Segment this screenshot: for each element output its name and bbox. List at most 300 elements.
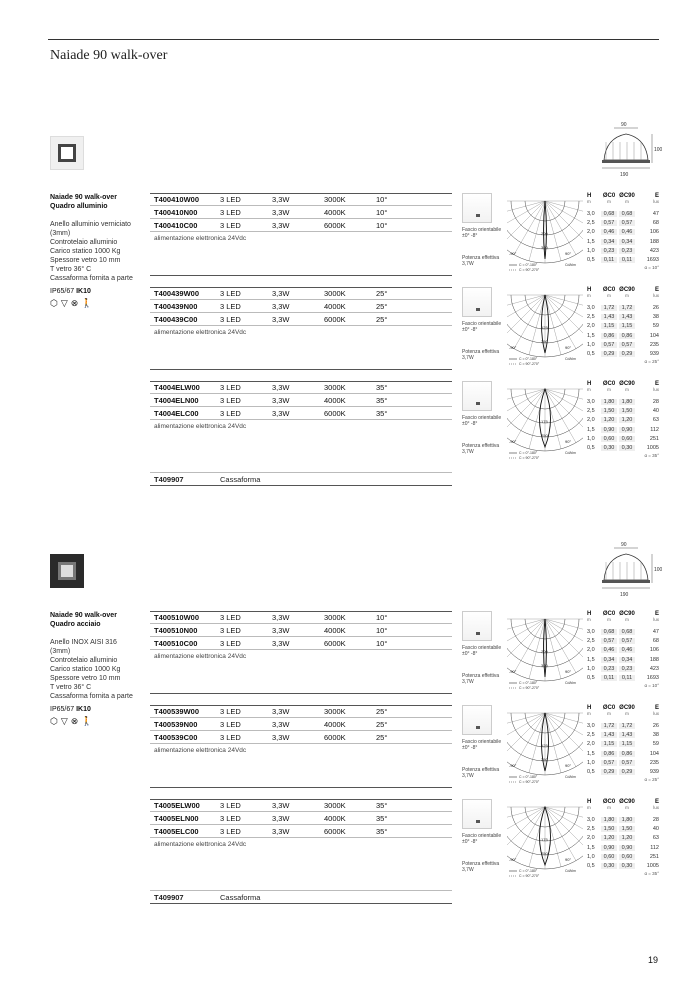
illuminance: 26: [652, 722, 659, 729]
diameter-c0: 0,29: [601, 351, 617, 357]
color-temp: 4000K: [324, 395, 346, 405]
product-subtitle: Quadro acciaio: [50, 621, 101, 628]
height: 2,0: [587, 417, 595, 424]
beam-angle: 35°: [376, 395, 388, 405]
table-row: [150, 611, 452, 624]
page-title: Naiade 90 walk-over: [50, 48, 168, 63]
unit-cell: lux: [653, 199, 659, 204]
diameter-c90: 0,34: [619, 239, 635, 245]
polar-diagram: [507, 377, 583, 459]
polar-ring-label: 125: [541, 325, 548, 330]
power: 3,3W: [272, 719, 290, 729]
color-temp: 4000K: [324, 813, 346, 823]
illuminance: 38: [652, 313, 659, 320]
legend-c0: C = 0°-180°: [519, 263, 538, 267]
product-name: Naiade 90 walk-over: [50, 194, 117, 201]
diameter-c90: 1,80: [619, 399, 635, 405]
diameter-c0: 1,43: [601, 732, 617, 738]
height: 0,5: [587, 257, 595, 264]
photometric-table: [587, 799, 659, 876]
product-code: T409907: [154, 892, 184, 902]
unit-cell: m: [607, 805, 611, 810]
header-cell: ØC0: [602, 611, 616, 617]
beam-angle-note: α = 10°: [644, 682, 659, 688]
product-code: T400510N00: [154, 625, 198, 635]
dim-label-bottom: 190: [620, 172, 629, 178]
polar-diagram: [507, 283, 583, 365]
photometric-row: [587, 824, 659, 833]
desc-line: Cassaforma fornita a parte: [50, 275, 133, 282]
diameter-c0: 0,57: [601, 220, 617, 226]
header-cell: ØC0: [602, 705, 616, 711]
illuminance: 1693: [646, 257, 659, 264]
illuminance: 68: [652, 637, 659, 644]
unit-cell: lux: [653, 805, 659, 810]
header-cell: ØC0: [602, 287, 616, 293]
fascio-note: Fascio orientabile ±0° -8°: [462, 645, 502, 657]
diameter-c90: 0,57: [619, 760, 635, 766]
legend-c90: C = 90°-270°: [519, 780, 540, 783]
photometric-row: [587, 636, 659, 645]
product-description: [50, 611, 150, 701]
diameter-c90: 1,43: [619, 314, 635, 320]
illuminance: 106: [649, 229, 659, 236]
polar-ring-label: 250: [541, 757, 548, 762]
product-code: T4004ELW00: [154, 383, 200, 392]
unit-cell: m: [625, 617, 629, 622]
unit-cell: m: [607, 617, 611, 622]
diameter-c90: 0,30: [619, 863, 635, 869]
polar-left-label: -90°: [509, 345, 517, 350]
unit-cell: m: [587, 711, 591, 716]
photometric-table: [587, 611, 659, 688]
power: 3,3W: [272, 707, 290, 716]
beam-angle: 25°: [376, 301, 388, 311]
polar-spoke: [545, 201, 583, 217]
header-cell: ØC90: [619, 381, 635, 387]
height: 2,5: [587, 637, 595, 644]
cassaforma-row: [150, 890, 452, 904]
photometric-units: [587, 617, 659, 622]
unit-cell: lux: [653, 711, 659, 716]
product-code: T400510C00: [154, 638, 198, 648]
beam-angle: 10°: [376, 195, 388, 204]
power: 3,3W: [272, 613, 290, 622]
diameter-c0: 0,90: [601, 845, 617, 851]
diameter-c90: 1,72: [619, 723, 635, 729]
diameter-c0: 0,57: [601, 638, 617, 644]
ik-label: IK10: [76, 288, 91, 295]
beam-photo: [462, 799, 492, 829]
walk-over-icon: 🚶: [81, 716, 93, 726]
photometric-row: [587, 312, 659, 321]
diameter-c0: 1,72: [601, 305, 617, 311]
product-square-icon: [58, 144, 76, 162]
illuminance: 68: [652, 219, 659, 226]
photometric-row: [587, 340, 659, 349]
color-temp: 3000K: [324, 613, 346, 622]
product-table: [150, 381, 452, 435]
unit-cell: m: [587, 617, 591, 622]
diameter-c0: 0,86: [601, 751, 617, 757]
product-code: T400410N00: [154, 207, 198, 217]
desc-line: (3mm): [50, 648, 71, 655]
beam-angle: 10°: [376, 613, 388, 622]
product-subtitle: Quadro alluminio: [50, 203, 108, 210]
photometric-row: [587, 209, 659, 218]
diameter-c90: 0,57: [619, 220, 635, 226]
product-description: [50, 193, 150, 283]
diameter-c90: 0,90: [619, 427, 635, 433]
height: 0,5: [587, 675, 595, 682]
table-row: [150, 381, 452, 394]
power: 3,3W: [272, 826, 290, 836]
led-count: 3 LED: [220, 638, 241, 648]
illuminance: 423: [649, 247, 659, 254]
photometric-row: [587, 834, 659, 843]
polar-spoke: [507, 201, 545, 217]
photometric-row: [587, 434, 659, 443]
power: 3,3W: [272, 813, 290, 823]
height: 2,5: [587, 407, 595, 414]
led-count: 3 LED: [220, 826, 241, 836]
height: 1,0: [587, 665, 595, 672]
beam-angle: 35°: [376, 826, 388, 836]
header-cell: H: [587, 799, 592, 805]
desc-line: Anello INOX AISI 316: [50, 639, 117, 646]
beam-angle: 10°: [376, 638, 388, 648]
power: 3,3W: [272, 195, 290, 204]
header-cell: H: [587, 611, 592, 617]
diameter-c90: 0,34: [619, 657, 635, 663]
photometric-row: [587, 758, 659, 767]
polar-spoke: [545, 713, 583, 744]
diameter-c90: 0,57: [619, 638, 635, 644]
beam-angle: 25°: [376, 707, 388, 716]
ip-label: IP65/67: [50, 706, 77, 713]
photometric-row: [587, 646, 659, 655]
ip-rating: [50, 706, 91, 713]
legend-c90: C = 90°-270°: [519, 456, 540, 459]
diameter-c0: 0,68: [601, 629, 617, 635]
photometric-units: [587, 293, 659, 298]
fascio-note: Fascio orientabile ±0° -8°: [462, 415, 502, 427]
power: 3,3W: [272, 207, 290, 217]
table-row: [150, 394, 452, 407]
photometric-row: [587, 673, 659, 682]
diameter-c0: 0,29: [601, 769, 617, 775]
desc-line: Carico statico 1000 Kg: [50, 666, 121, 673]
height: 2,0: [587, 647, 595, 654]
photometric-row: [587, 228, 659, 237]
polar-ring-label: 200: [541, 231, 548, 236]
photometric-row: [587, 740, 659, 749]
polar-left-label: -90°: [509, 251, 517, 256]
photometric-row: [587, 730, 659, 739]
product-code: T4005ELN00: [154, 813, 199, 823]
fascio-note: Fascio orientabile ±0° -8°: [462, 321, 502, 333]
photometric-row: [587, 349, 659, 358]
illuminance: 38: [652, 731, 659, 738]
diameter-c90: 1,43: [619, 732, 635, 738]
height: 0,5: [587, 445, 595, 452]
beam-angle-note: α = 25°: [644, 358, 659, 364]
height: 0,5: [587, 351, 595, 358]
header-cell: E: [654, 799, 659, 805]
height: 1,0: [587, 341, 595, 348]
diameter-c90: 0,23: [619, 248, 635, 254]
height: 1,5: [587, 844, 595, 851]
dim-label-top: 90: [621, 542, 627, 548]
diameter-c90: 0,11: [619, 257, 635, 263]
dim-label-bottom: 190: [620, 592, 629, 598]
illuminance: 63: [652, 417, 659, 424]
polar-spoke: [507, 713, 545, 729]
diameter-c90: 0,60: [619, 854, 635, 860]
height: 2,0: [587, 229, 595, 236]
beam-angle: 10°: [376, 220, 388, 230]
polar-ring-label: 250: [541, 339, 548, 344]
led-count: 3 LED: [220, 719, 241, 729]
photometric-row: [587, 416, 659, 425]
diameter-c90: 0,11: [619, 675, 635, 681]
led-count: 3 LED: [220, 220, 241, 230]
led-count: 3 LED: [220, 408, 241, 418]
header-cell: ØC90: [619, 705, 635, 711]
illuminance: 251: [649, 853, 659, 860]
color-temp: 6000K: [324, 732, 346, 742]
diameter-c90: 0,57: [619, 342, 635, 348]
product-description: Cassaforma: [220, 474, 261, 484]
polar-spoke: [507, 201, 545, 232]
polar-diagram: [507, 607, 583, 689]
diameter-c90: 1,20: [619, 835, 635, 841]
product-code: T400439C00: [154, 314, 198, 324]
diameter-c0: 1,80: [601, 399, 617, 405]
product-square-icon: [58, 562, 76, 580]
photometric-row: [587, 218, 659, 227]
height: 3,0: [587, 210, 595, 217]
supply-note: alimentazione elettronica 24Vdc: [154, 329, 247, 336]
diameter-c90: 0,46: [619, 647, 635, 653]
photometric-row: [587, 852, 659, 861]
triangle-icon: ▽: [60, 716, 68, 726]
group-separator: [150, 693, 452, 694]
polar-unit: Cd/klm: [565, 357, 576, 361]
polar-left-label: -90°: [509, 857, 517, 862]
header-cell: ØC0: [602, 799, 616, 805]
height: 3,0: [587, 816, 595, 823]
diameter-c0: 1,72: [601, 723, 617, 729]
power: 3,3W: [272, 289, 290, 298]
photometric-row: [587, 749, 659, 758]
photometric-row: [587, 425, 659, 434]
led-count: 3 LED: [220, 395, 241, 405]
unit-cell: m: [625, 805, 629, 810]
product-table: [150, 611, 452, 665]
color-temp: 6000K: [324, 826, 346, 836]
polar-right-label: 90°: [565, 439, 572, 444]
legend-c0: C = 0°-180°: [519, 681, 538, 685]
desc-spacer: [50, 211, 150, 220]
unit-cell: m: [625, 711, 629, 716]
potenza-note: Potenza effettiva 3,7W: [462, 767, 500, 779]
unit-cell: m: [607, 711, 611, 716]
desc-line: T vetro 36° C: [50, 684, 92, 691]
polar-ring-label: 175: [541, 837, 548, 842]
unit-cell: m: [607, 199, 611, 204]
polar-right-label: 90°: [565, 345, 572, 350]
fascio-note: Fascio orientabile ±0° -8°: [462, 833, 502, 845]
product-thumbnail: [50, 554, 84, 588]
dim-label-side: 100: [654, 147, 662, 153]
table-row: [150, 624, 452, 637]
desc-line: Cassaforma fornita a parte: [50, 693, 133, 700]
height: 1,0: [587, 247, 595, 254]
photometric-units: [587, 711, 659, 716]
illuminance: 251: [649, 435, 659, 442]
triangle-icon: ▽: [60, 298, 68, 308]
polar-diagram: [507, 189, 583, 271]
group-separator: [150, 275, 452, 276]
polar-right-label: 90°: [565, 251, 572, 256]
product-code: T400510W00: [154, 613, 200, 622]
polar-spoke: [545, 389, 583, 405]
illuminance: 28: [652, 816, 659, 823]
color-temp: 6000K: [324, 408, 346, 418]
polar-ring-label: 300: [541, 245, 548, 250]
lamp-flange: [602, 160, 650, 163]
product-thumbnail: [50, 136, 84, 170]
illuminance: 28: [652, 398, 659, 405]
diameter-c90: 0,46: [619, 229, 635, 235]
power: 3,3W: [272, 301, 290, 311]
photometric-row: [587, 237, 659, 246]
photometric-row: [587, 246, 659, 255]
product-code: T4005ELC00: [154, 826, 199, 836]
color-temp: 6000K: [324, 220, 346, 230]
desc-line: Controtelaio alluminio: [50, 657, 118, 664]
potenza-note: Potenza effettiva 3,7W: [462, 255, 500, 267]
polar-diagram: [507, 701, 583, 783]
class-icon: ⬡: [50, 716, 58, 726]
height: 1,0: [587, 435, 595, 442]
polar-spoke: [545, 201, 583, 232]
photometric-row: [587, 664, 659, 673]
diameter-c90: 0,29: [619, 769, 635, 775]
unit-cell: m: [625, 199, 629, 204]
diameter-c90: 0,23: [619, 666, 635, 672]
beam-angle: 35°: [376, 408, 388, 418]
product-code: T4005ELW00: [154, 801, 200, 810]
polar-spoke: [545, 807, 583, 823]
led-count: 3 LED: [220, 613, 241, 622]
header-cell: E: [654, 193, 659, 199]
header-cell: ØC90: [619, 799, 635, 805]
diameter-c0: 0,68: [601, 211, 617, 217]
color-temp: 3000K: [324, 195, 346, 204]
unit-cell: m: [587, 387, 591, 392]
diameter-c90: 1,80: [619, 817, 635, 823]
product-code: T400439N00: [154, 301, 198, 311]
dimension-drawing: [592, 540, 662, 600]
illuminance: 188: [649, 238, 659, 245]
photometric-row: [587, 655, 659, 664]
illuminance: 939: [649, 769, 659, 776]
beam-angle: 25°: [376, 314, 388, 324]
beam-photo: [462, 611, 492, 641]
beam-photo: [462, 287, 492, 317]
legend-c90: C = 90°-270°: [519, 362, 540, 365]
diameter-c0: 1,50: [601, 408, 617, 414]
dim-label-side: 100: [654, 567, 662, 573]
power: 3,3W: [272, 314, 290, 324]
legend-c90: C = 90°-270°: [519, 874, 540, 877]
polar-spoke: [545, 619, 583, 635]
supply-note: alimentazione elettronica 24Vdc: [154, 747, 247, 754]
diameter-c90: 1,15: [619, 741, 635, 747]
supply-note: alimentazione elettronica 24Vdc: [154, 653, 247, 660]
legend-c0: C = 0°-180°: [519, 869, 538, 873]
desc-line: Spessore vetro 10 mm: [50, 675, 121, 682]
diameter-c0: 0,60: [601, 436, 617, 442]
illuminance: 26: [652, 304, 659, 311]
diameter-c90: 0,68: [619, 629, 635, 635]
polar-ring-label: 250: [541, 433, 548, 438]
desc-line: Carico statico 1000 Kg: [50, 248, 121, 255]
potenza-note: Potenza effettiva 3,7W: [462, 443, 500, 455]
beam-angle: 35°: [376, 801, 388, 810]
beam-angle: 25°: [376, 719, 388, 729]
potenza-note: Potenza effettiva 3,7W: [462, 861, 500, 873]
power: 3,3W: [272, 732, 290, 742]
led-count: 3 LED: [220, 383, 241, 392]
photometric-table: [587, 287, 659, 364]
product-name: Naiade 90 walk-over: [50, 612, 117, 619]
diameter-c0: 0,60: [601, 854, 617, 860]
illuminance: 40: [652, 407, 659, 414]
unit-cell: m: [587, 199, 591, 204]
color-temp: 3000K: [324, 383, 346, 392]
power: 3,3W: [272, 383, 290, 392]
diameter-c0: 0,46: [601, 229, 617, 235]
desc-spacer: [50, 629, 150, 638]
illuminance: 40: [652, 825, 659, 832]
photometric-row: [587, 627, 659, 636]
led-count: 3 LED: [220, 625, 241, 635]
diameter-c0: 0,23: [601, 248, 617, 254]
power: 3,3W: [272, 625, 290, 635]
height: 2,0: [587, 323, 595, 330]
table-row: [150, 206, 452, 219]
diameter-c0: 0,46: [601, 647, 617, 653]
fascio-note: Fascio orientabile ±0° -8°: [462, 739, 502, 751]
beam-angle-note: α = 25°: [644, 776, 659, 782]
photometric-table: [587, 705, 659, 782]
photometric-row: [587, 331, 659, 340]
photometric-row: [587, 815, 659, 824]
diameter-c0: 0,90: [601, 427, 617, 433]
photometric-row: [587, 322, 659, 331]
photometric-row: [587, 861, 659, 870]
height: 1,5: [587, 238, 595, 245]
color-temp: 4000K: [324, 719, 346, 729]
ip-label: IP65/67: [50, 288, 77, 295]
unit-cell: m: [607, 293, 611, 298]
header-cell: E: [654, 611, 659, 617]
photometric-row: [587, 843, 659, 852]
product-code: T4004ELC00: [154, 408, 199, 418]
